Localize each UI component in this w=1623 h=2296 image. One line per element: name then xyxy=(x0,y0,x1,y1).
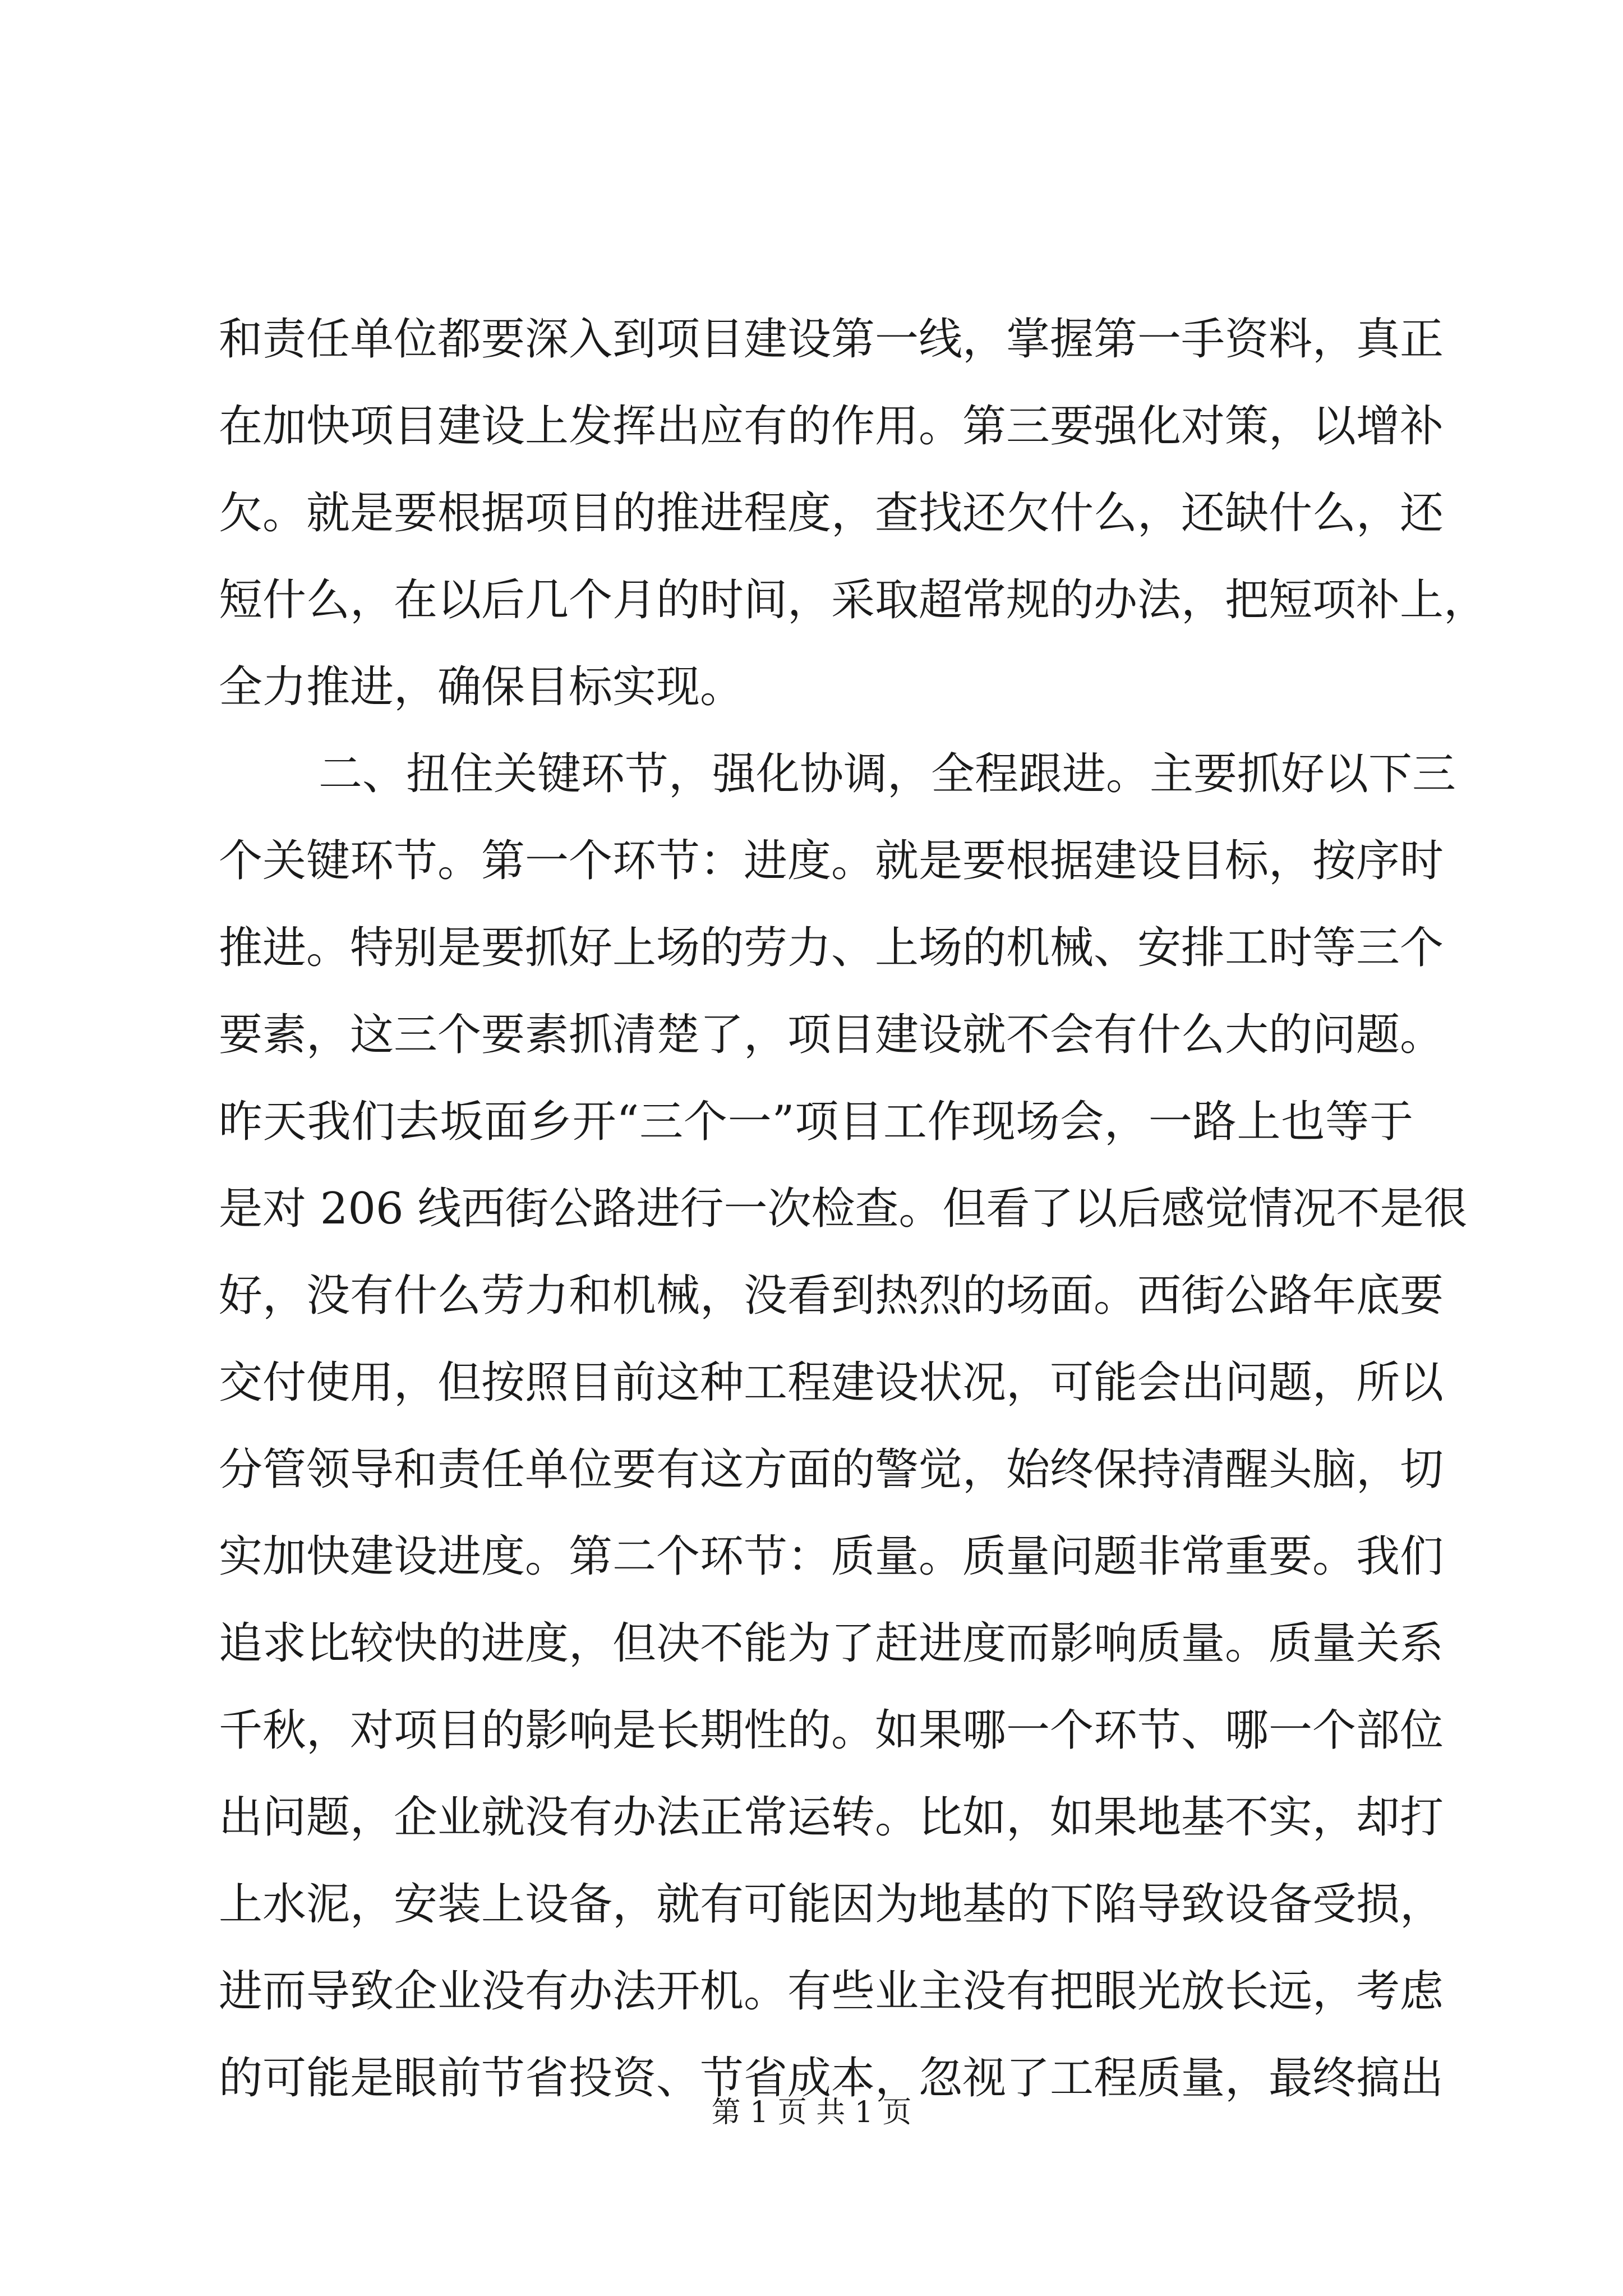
text-line: 欠。就是要根据项目的推进程度，查找还欠什么，还缺什么，还 xyxy=(219,488,1444,539)
text-line: 个关键环节。第一个环节：进度。就是要根据建设目标，按序时 xyxy=(219,836,1444,886)
text-line: 短什么，在以后几个月的时间，采取超常规的办法，把短项补上， xyxy=(219,575,1488,625)
text-line: 要素，这三个要素抓清楚了，项目建设就不会有什么大的问题。 xyxy=(219,1010,1444,1060)
text-line: 实加快建设进度。第二个环节：质量。质量问题非常重要。我们 xyxy=(219,1531,1444,1582)
document-body xyxy=(219,296,1488,2122)
text-line: 在加快项目建设上发挥出应有的作用。第三要强化对策，以增补 xyxy=(219,401,1444,452)
text-line: 二、扭住关键环节，强化协调，全程跟进。主要抓好以下三 xyxy=(319,749,1456,799)
text-line: 好，没有什么劳力和机械，没看到热烈的场面。西街公路年底要 xyxy=(219,1271,1444,1321)
text-line: 上水泥，安装上设备，就有可能因为地基的下陷导致设备受损， xyxy=(219,1879,1444,1930)
text-line: 分管领导和责任单位要有这方面的警觉，始终保持清醒头脑，切 xyxy=(219,1444,1444,1495)
text-line: 和责任单位都要深入到项目建设第一线，掌握第一手资料，真正 xyxy=(219,314,1444,365)
page-number-label: 第 1 页 共 1 页 xyxy=(711,2096,912,2129)
text-line: 出问题，企业就没有办法正常运转。比如，如果地基不实，却打 xyxy=(219,1792,1444,1843)
text-line: 的可能是眼前节省投资、节省成本，忽视了工程质量，最终搞出 xyxy=(219,2053,1444,2104)
text-line: 推进。特别是要抓好上场的劳力、上场的机械、安排工时等三个 xyxy=(219,923,1444,973)
text-line: 是对 206 线西街公路进行一次检查。但看了以后感觉情况不是很 xyxy=(219,1184,1468,1234)
text-line: 进而导致企业没有办法开机。有些业主没有把眼光放长远，考虑 xyxy=(219,1966,1444,2017)
text-line: 交付使用，但按照目前这种工程建设状况，可能会出问题，所以 xyxy=(219,1358,1444,1408)
text-line: 昨天我们去坂面乡开“三个一”项目工作现场会，一路上也等于 xyxy=(219,1097,1413,1147)
text-line: 追求比较快的进度，但决不能为了赶进度而影响质量。质量关系 xyxy=(219,1618,1444,1669)
text-line: 千秋，对项目的影响是长期性的。如果哪一个环节、哪一个部位 xyxy=(219,1705,1444,1756)
text-line: 全力推进，确保目标实现。 xyxy=(219,662,744,712)
page-footer xyxy=(0,2090,1623,2135)
